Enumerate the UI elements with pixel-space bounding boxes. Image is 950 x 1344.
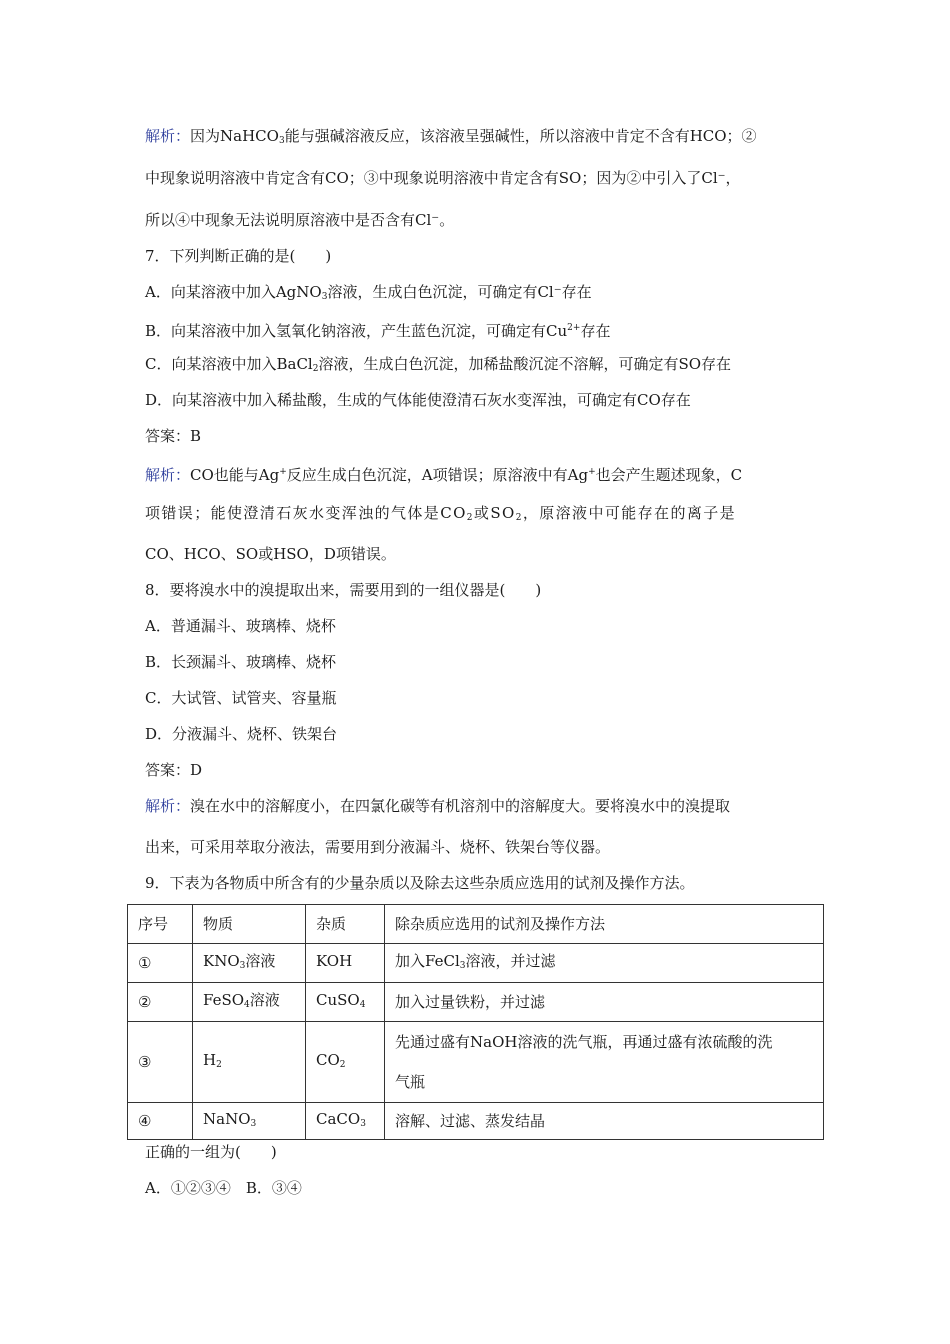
- q9-options: A．①②③④ B．③④: [145, 1179, 302, 1197]
- q7-answer: 答案：B: [145, 427, 202, 445]
- table-row: ② FeSO$_4$溶液 CuSO$_4$ 加入过量铁粉，并过滤: [128, 983, 824, 1022]
- table-row: ③ $H_2$ $CO_2$ 先通过盛有NaOH溶液的洗气瓶，再通过盛有浓硫酸的洗 气瓶: [128, 1022, 824, 1103]
- q7-analysis-line2: 项错误；能使澄清石灰水变浑浊的气体是$CO_2$或$SO_2$，原溶液中可能存在的离子是: [145, 504, 737, 523]
- q8-answer: 答案：D: [145, 761, 203, 779]
- table-row: ① $KNO_3$溶液 KOH 加入FeCl$_3$溶液，并过滤: [128, 944, 824, 983]
- table-row: ④ NaNO$_3$ CaCO$_3$ 溶解、过滤、蒸发结晶: [128, 1103, 824, 1140]
- q7-analysis-line1: 解析：CO也能与Ag+反应生成白色沉淀，A项错误；原溶液中有Ag+也会产生题述现象，C: [145, 466, 743, 484]
- analysis6-line3: 所以④中现象无法说明原溶液中是否含有Cl⁻。: [145, 211, 455, 229]
- q8-option-a: A．普通漏斗、玻璃棒、烧杯: [145, 617, 336, 635]
- table-header-row: 序号 物质 杂质 除杂质应选用的试剂及操作方法: [128, 905, 824, 944]
- q7-option-b: B．向某溶液中加入氢氧化钠溶液，产生蓝色沉淀，可确定有$Cu^{2+}$存在: [145, 322, 611, 340]
- analysis6-line2: 中现象说明溶液中肯定含有CO；③中现象说明溶液中肯定含有SO；因为②中引入了Cl⁻，: [145, 169, 741, 187]
- q8-option-b: B．长颈漏斗、玻璃棒、烧杯: [145, 653, 337, 671]
- analysis6-line1: 解析：因为NaHCO$_3$能与强碱溶液反应，该溶液呈强碱性，所以溶液中肯定不含有HCO；②: [145, 127, 757, 146]
- analysis-label: 解析：: [145, 466, 191, 484]
- q8-analysis-line1: 解析：溴在水中的溶解度小，在四氯化碳等有机溶剂中的溶解度大。要将溴水中的溴提取: [145, 797, 731, 815]
- q8-analysis-line2: 出来，可采用萃取分液法，需要用到分液漏斗、烧杯、铁架台等仪器。: [145, 838, 611, 856]
- q7-stem: 7．下列判断正确的是( ): [145, 247, 332, 265]
- q7-option-a: A．向某溶液中加入AgNO$_3$溶液，生成白色沉淀，可确定有Cl⁻存在: [145, 283, 592, 302]
- q9-after-table: 正确的一组为( ): [145, 1143, 277, 1161]
- analysis-label: 解析：: [145, 797, 191, 815]
- q8-option-d: D．分液漏斗、烧杯、铁架台: [145, 725, 338, 743]
- analysis-label: 解析：: [145, 127, 191, 145]
- q8-option-c: C．大试管、试管夹、容量瓶: [145, 689, 337, 707]
- impurity-table: [127, 904, 824, 1140]
- q9-stem: 9．下表为各物质中所含有的少量杂质以及除去这些杂质应选用的试剂及操作方法。: [145, 874, 695, 892]
- q8-stem: 8．要将溴水中的溴提取出来，需要用到的一组仪器是( ): [145, 581, 542, 599]
- q7-option-d: D．向某溶液中加入稀盐酸，生成的气体能使澄清石灰水变浑浊，可确定有CO存在: [145, 391, 691, 409]
- q7-analysis-line3: CO、HCO、SO或HSO，D项错误。: [145, 545, 396, 563]
- q7-option-c: C．向某溶液中加入BaCl$_2$溶液，生成白色沉淀，加稀盐酸沉淀不溶解，可确定有SO存在: [145, 355, 732, 374]
